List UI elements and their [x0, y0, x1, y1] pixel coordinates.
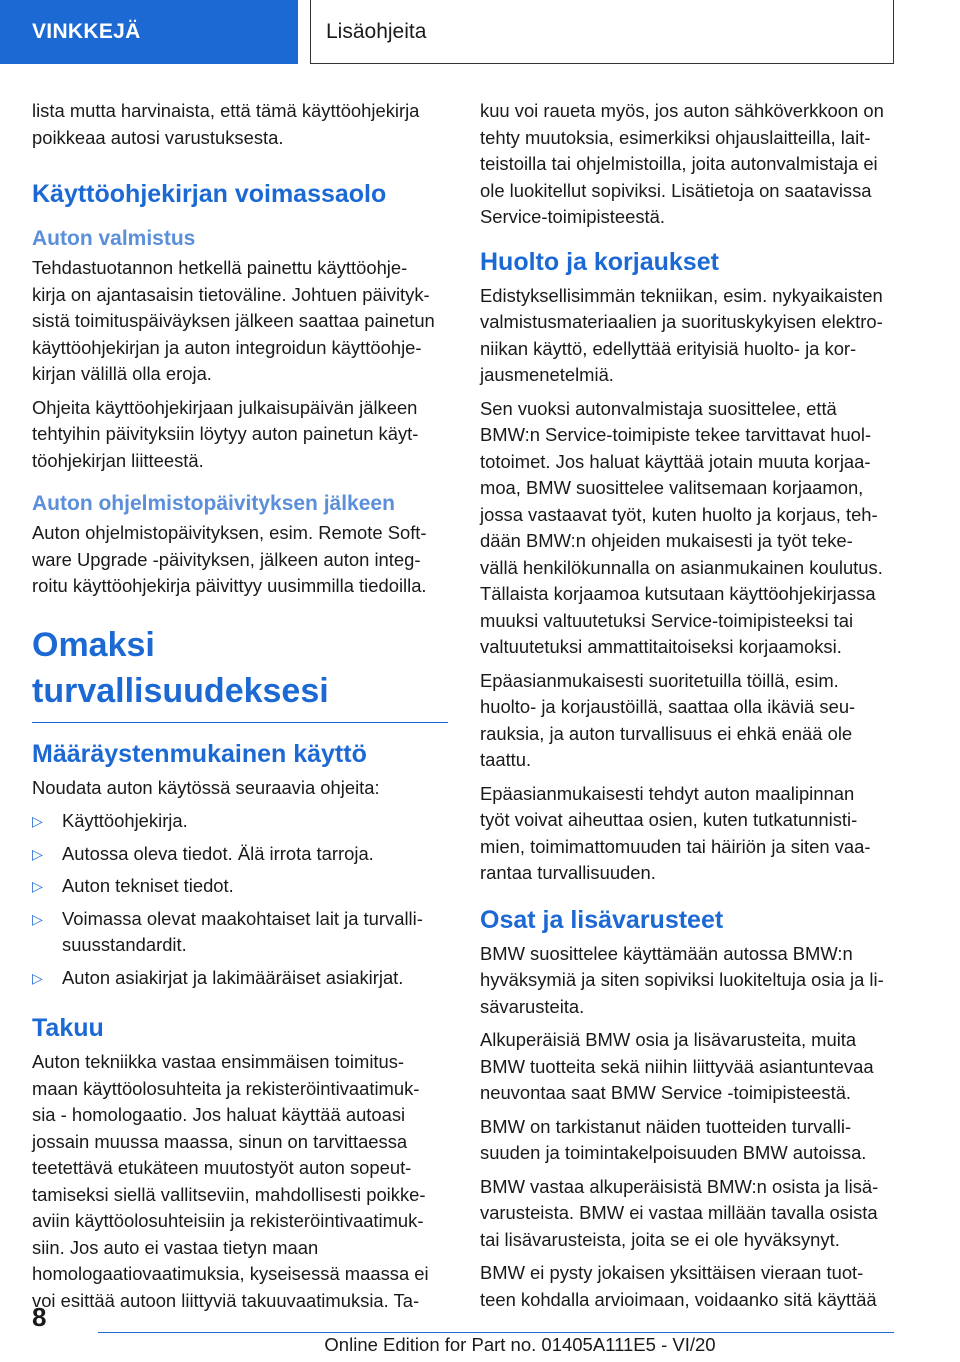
triangle-right-outline-icon: ▷ — [32, 969, 43, 986]
text-line: ware Upgrade -päivityksen, jälkeen auton integ- — [32, 548, 421, 570]
text-line: työt voivat aiheuttaa osien, kuten tutkatunnisti- — [480, 809, 858, 830]
text-line: Epäasianmukaisesti tehdyt auton maalipinnan — [480, 782, 855, 804]
text-line: hyväksymiä ja siten sopiviksi luokiteltuja osia ja li- — [480, 969, 884, 990]
text-line: sia - homologaatio. Jos haluat käyttää autoasi — [32, 1104, 406, 1125]
text-line: jossain muussa maassa, sinun on tarvittaessa — [32, 1130, 408, 1152]
page-number: 8 — [32, 1302, 47, 1332]
heading-ohjelmisto: Auton ohjelmistopäivityksen jälkeen — [32, 492, 395, 515]
text-line: Auton ohjelmistopäivityksen, esim. Remote Soft- — [32, 522, 427, 543]
paragraph — [480, 781, 896, 887]
paragraph — [480, 1174, 896, 1254]
section-title: VINKKEJÄ — [32, 20, 141, 43]
text-line: BMW on tarkistanut näiden tuotteiden turvalli- — [480, 1115, 852, 1137]
text-line: siin. Jos auto ei vastaa tietyn maan — [32, 1236, 319, 1258]
paragraph — [32, 1049, 448, 1314]
text-line: rantaa turvallisuuden. — [480, 862, 656, 883]
text-line: Käyttöohjekirja. — [62, 810, 188, 831]
paragraph — [32, 255, 448, 388]
list-item-text — [62, 810, 188, 831]
text-line: Tehdastuotannon hetkellä painettu käyttöohje- — [32, 257, 408, 278]
text-line: Auton tekniset tiedot. — [62, 875, 234, 896]
text-line: aviin käyttöolosuhteisiin ja rekisteröintivaatimuk- — [32, 1210, 424, 1231]
text-line: vällä henkilökunnalla on asianmukainen koulutus. — [480, 556, 883, 578]
heading-voimassaolo: Käyttöohjekirjan voimassaolo — [32, 180, 387, 208]
triangle-right-outline-icon: ▷ — [32, 910, 43, 927]
breadcrumb-title: Lisäohjeita — [326, 19, 427, 43]
list-item-text — [62, 967, 403, 988]
paragraph — [32, 395, 448, 475]
paragraph — [32, 520, 448, 600]
text-line: Auton asiakirjat ja lakimääräiset asiakirjat. — [62, 966, 404, 988]
heading-kaytto: Määräystenmukainen käyttö — [32, 739, 367, 768]
text-line: maan käyttöolosuhteita ja rekisteröintivaatimuk- — [32, 1077, 420, 1099]
text-line: Tällaista korjaamoa kutsutaan käyttöohjekirjassa — [480, 583, 876, 604]
triangle-right-outline-icon: ▷ — [32, 878, 43, 894]
bullet-list — [32, 808, 448, 991]
text-line: Epäasianmukaisesti suoritetuilla töillä, esim. — [480, 669, 839, 691]
text-line: töohjekirjan liitteestä. — [32, 449, 204, 471]
heading-valmistus: Auton valmistus — [32, 227, 196, 250]
text-line: tehtyihin päivityksiin löytyy auton painetun käyt- — [32, 423, 419, 444]
list-item-text — [62, 843, 374, 864]
text-line: muuksi valtuutetuksi Service-toimipisteeksi tai — [480, 609, 854, 631]
text-line: rauksia, ja auton turvallisuus ei ehkä enää ole — [480, 722, 853, 744]
list-item-text — [62, 875, 234, 896]
text-line: Voimassa olevat maakohtaiset lait ja turvalli- — [62, 907, 423, 929]
text-line: moa, BMW suosittelee valitsemaan korjaamon, — [480, 477, 864, 498]
text-line: käyttöohjekirjan ja auton integroidun käyttöohje- — [32, 336, 422, 358]
text-line: niikan käyttö, edellyttää erityisiä huolto- ja kor- — [480, 337, 857, 359]
text-line: Sen vuoksi autonvalmistaja suosittelee, että — [480, 397, 837, 419]
breadcrumb — [310, 0, 894, 64]
text-line: suuden ja toimintakelpoisuuden BMW autoissa. — [480, 1142, 867, 1163]
paragraph — [480, 1114, 896, 1167]
list-item — [32, 841, 448, 868]
text-line: Autossa oleva tiedot. Älä irrota tarroja. — [62, 842, 374, 864]
text-line: Alkuperäisiä BMW osia ja lisävarusteita, muita — [480, 1029, 857, 1050]
text-line: kuu voi raueta myös, jos auton sähköverkkoon on — [480, 100, 884, 121]
list-item — [32, 906, 448, 959]
text-line: suusstandardit. — [62, 934, 187, 955]
list-item — [32, 873, 448, 900]
triangle-right-outline-icon: ▷ — [32, 845, 43, 862]
text-line: dään BMW:n ohjeiden mukaisesti ja työt teke- — [480, 530, 853, 551]
text-line: totoimet. Jos haluat käyttää jotain muuta korjaa- — [480, 450, 871, 472]
text-line: BMW ei pysty jokaisen yksittäisen vieraan tuot- — [480, 1262, 864, 1283]
text-line: varusteista. BMW ei vastaa millään tavalla osista — [480, 1202, 878, 1223]
paragraph — [480, 1260, 896, 1313]
text-line: tehty muutoksia, esimerkiksi ohjauslaitteilla, lait- — [480, 126, 871, 148]
heading-huolto: Huolto ja korjaukset — [480, 247, 719, 276]
paragraph — [480, 1027, 896, 1107]
text-line: sävarusteita. — [480, 995, 585, 1017]
text-line: kirja on ajantasaisin tietoväline. Johtuen päivityk- — [32, 283, 430, 305]
paragraph — [480, 396, 896, 661]
text-line: lista mutta harvinaista, että tämä käyttöohjekirja — [32, 100, 420, 121]
text-line: Auton tekniikka vastaa ensimmäisen toimitus- — [32, 1051, 405, 1072]
text-line: Edistyksellisimmän tekniikan, esim. nykyaikaisten — [480, 284, 883, 306]
text-line: taattu. — [480, 749, 532, 770]
text-line: poikkeaa autosi varustuksesta. — [32, 126, 284, 148]
text-line: roitu käyttöohjekirja päivittyy uusimmilla tiedoilla. — [32, 575, 427, 596]
text-line: BMW tuotteita sekä niihin liittyvää asiantuntevaa — [480, 1055, 874, 1077]
text-line: BMW:n Service-toimipiste tekee tarvittavat huol- — [480, 424, 872, 445]
right-column — [480, 98, 896, 1320]
text-line: mien, toimimattomuuden tai häiriön ja siten vaa- — [480, 835, 871, 857]
triangle-right-outline-icon: ▷ — [32, 813, 43, 829]
text-line: neuvontaa saat BMW Service -toimipisteestä. — [480, 1082, 852, 1103]
text-line: valmistusmateriaalien ja suorituskykyisen elektro- — [480, 311, 883, 332]
text-line: Ohjeita käyttöohjekirjaan julkaisupäivän jälkeen — [32, 396, 418, 418]
footer-edition: Online Edition for Part no. 01405A111E5 - VI/20 — [324, 1334, 716, 1355]
paragraph — [480, 668, 896, 774]
text-line: valtuutetuksi ammattitaitoiseksi korjaamoksi. — [480, 636, 842, 657]
left-column — [32, 98, 448, 1321]
paragraph: Noudata auton käytössä seuraavia ohjeita: — [32, 776, 380, 798]
heading-takuu: Takuu — [32, 1014, 104, 1042]
text-line: jossa vastaavat työt, kuten huolto ja korjaus, teh- — [480, 503, 878, 525]
text-line: BMW suosittelee käyttämään autossa BMW:n — [480, 942, 853, 964]
paragraph — [480, 98, 896, 231]
text-line: kirjan välillä olla eroja. — [32, 363, 212, 384]
text-line: BMW vastaa alkuperäisistä BMW:n osista ja lisä- — [480, 1175, 879, 1197]
list-item — [32, 965, 448, 992]
text-line: teistoilla tai ohjelmistoilla, joita autonvalmistaja ei — [480, 153, 878, 174]
heading-turvallisuus: Omaksi turvallisuudeksesi — [32, 622, 448, 723]
text-line: teetettävä etukäteen muutostyöt auton sopeut- — [32, 1157, 412, 1178]
list-item — [32, 808, 448, 835]
section-tab — [0, 0, 298, 64]
text-line: sistä toimituspäiväyksen jälkeen saattaa painetun — [32, 310, 435, 331]
text-line: tai lisävarusteista, joita se ei ole hyväksynyt. — [480, 1228, 840, 1250]
text-line: Service-toimipisteestä. — [480, 206, 665, 227]
footer-divider — [98, 1332, 894, 1333]
text-line: teen kohdalla arvioimaan, voidaanko sitä käyttää — [480, 1288, 877, 1310]
text-line: ole luokitellut sopiviksi. Lisätietoja on saatavissa — [480, 179, 872, 201]
text-line: homologaatiovaatimuksia, kyseisessä maassa ei — [32, 1263, 429, 1284]
text-line: jausmenetelmiä. — [480, 364, 614, 385]
list-item-text — [62, 908, 423, 956]
heading-osat: Osat ja lisävarusteet — [480, 905, 724, 934]
paragraph — [480, 283, 896, 389]
paragraph — [32, 98, 448, 151]
text-line: tamiseksi siellä vallitseviin, mahdollisesti poikke- — [32, 1183, 426, 1205]
paragraph — [480, 941, 896, 1021]
text-line: huolto- ja korjaustöillä, saattaa olla ikäviä seu- — [480, 696, 856, 717]
text-line: voi esittää autoon liittyviä takuuvaatimuksia. Ta- — [32, 1289, 420, 1311]
